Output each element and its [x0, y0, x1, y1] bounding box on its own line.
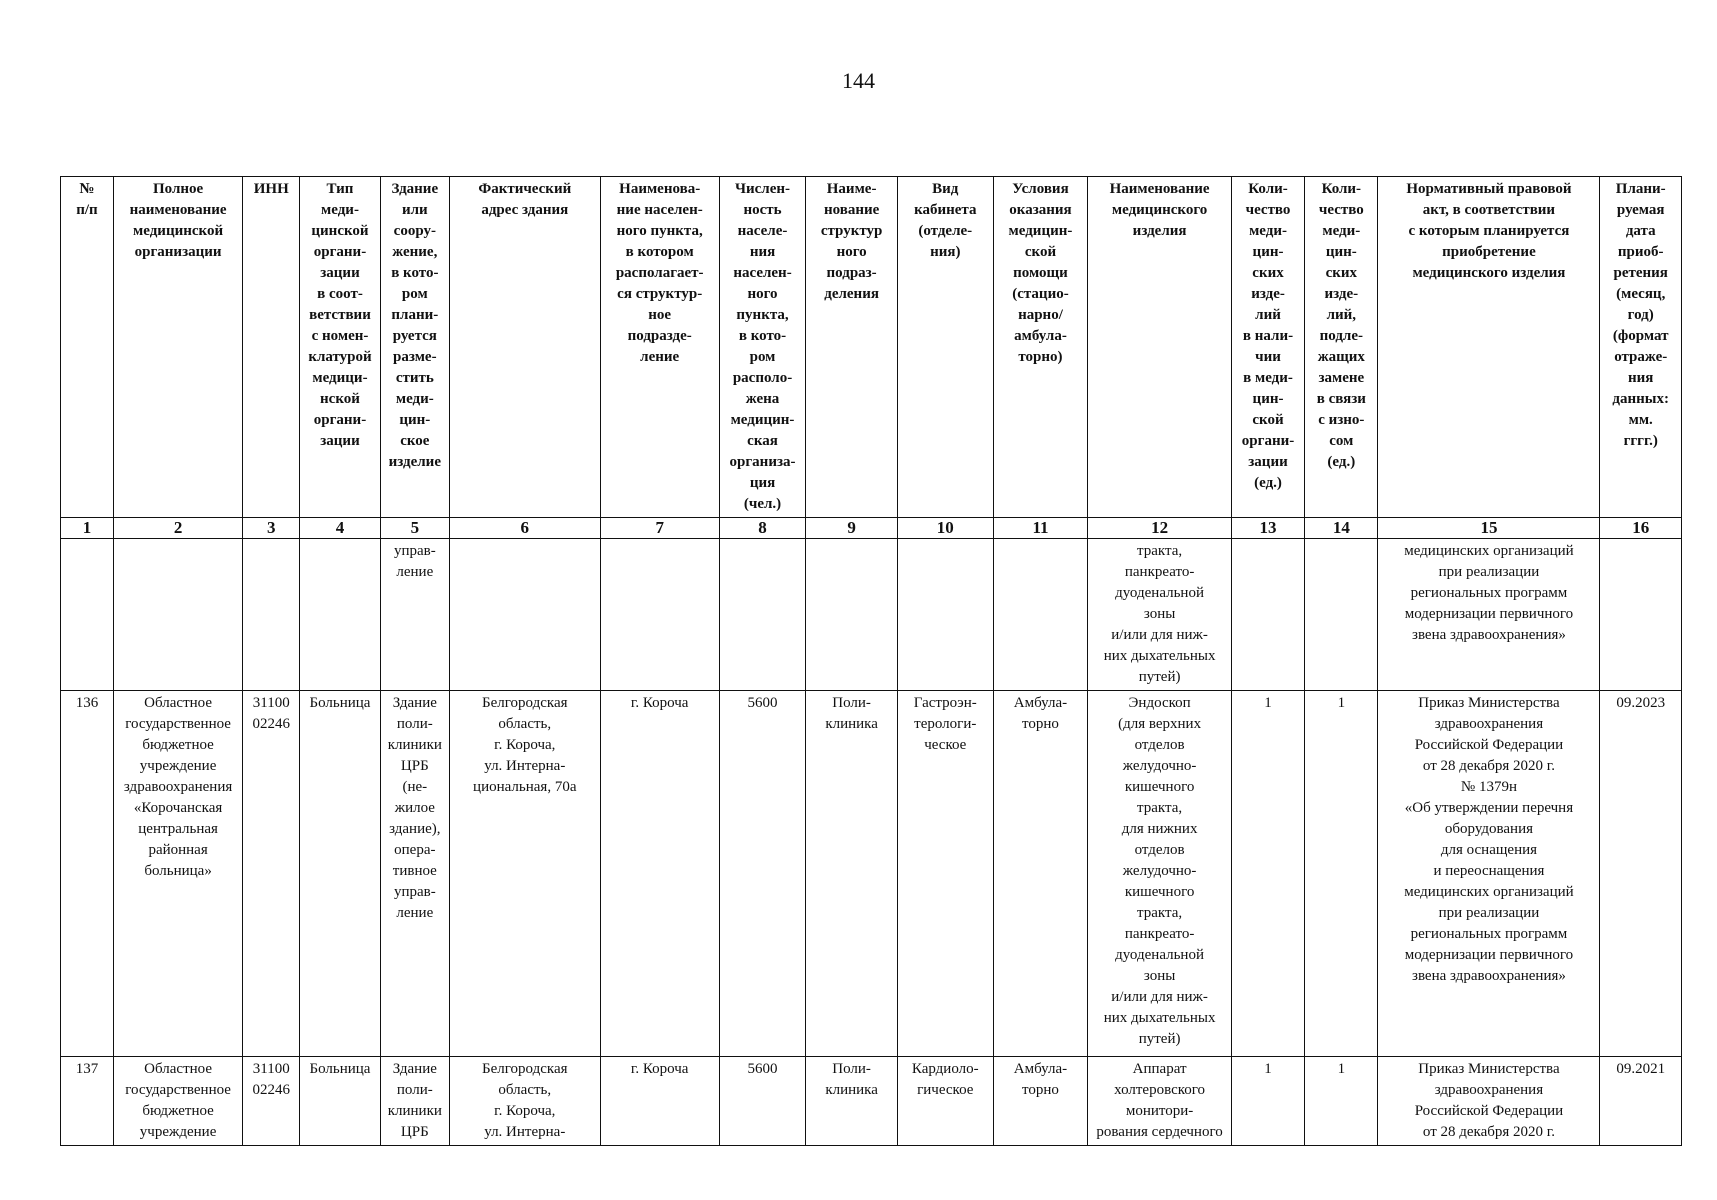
cell-cabinet-type: Гастроэн- терологи- ческое [897, 691, 993, 1057]
col-header-building: Здание или соору- жение, в кото- ром плани- руется разме- стить меди- цин- ское изделие [380, 177, 449, 518]
cell-address [449, 539, 600, 691]
table-row [61, 1057, 1682, 1146]
column-number: 2 [113, 518, 242, 539]
column-number: 1 [61, 518, 114, 539]
cell-cabinet-type: Кардиоло- гическое [897, 1057, 993, 1146]
page-number: 144 [842, 68, 875, 93]
cell-inn [243, 539, 300, 691]
cell-care-conditions: Амбула- торно [993, 1057, 1088, 1146]
cell-device-name: Аппарат холтеровского монитори- рования сердечного [1088, 1057, 1232, 1146]
cell-legal-act: медицинских организаций при реализации региональных программ модернизации первичного звена здравоохранения» [1378, 539, 1600, 691]
cell-number: 136 [61, 691, 114, 1057]
cell-qty-replace: 1 [1305, 691, 1378, 1057]
column-number: 9 [806, 518, 898, 539]
col-header-purchase-date: Плани- руемая дата приоб- ретения (месяц, год) (формат отраже- ния данных: мм. гггг.) [1600, 177, 1682, 518]
equipment-table [60, 176, 1682, 1146]
cell-locality [600, 539, 719, 691]
col-header-legal-act: Нормативный правовой акт, в соответствии с которым планируется приобретение медицинского изделия [1378, 177, 1600, 518]
cell-locality: г. Короча [600, 1057, 719, 1146]
column-number: 10 [897, 518, 993, 539]
col-header-subdivision: Наиме- нование структур ного подраз- деления [806, 177, 898, 518]
cell-qty-available [1231, 539, 1304, 691]
cell-device-name: тракта, панкреато- дуоденальной зоны и/или для ниж- них дыхательных путей) [1088, 539, 1232, 691]
column-number: 13 [1231, 518, 1304, 539]
table-row [61, 691, 1682, 1057]
cell-purchase-date [1600, 539, 1682, 691]
cell-care-conditions: Амбула- торно [993, 691, 1088, 1057]
column-number: 3 [243, 518, 300, 539]
cell-number [61, 539, 114, 691]
cell-population [719, 539, 806, 691]
cell-device-name: Эндоскоп (для верхних отделов желудочно- кишечного тракта, для нижних отделов желудочно- кишечного тракта, панкреато- дуоденальной зоны и/или для ниж- них дыхательных путей) [1088, 691, 1232, 1057]
col-header-care-conditions: Условия оказания медицин- ской помощи (стацио- нарно/ амбула- торно) [993, 177, 1088, 518]
cell-inn: 31100 02246 [243, 1057, 300, 1146]
col-header-cabinet-type: Вид кабинета (отделе- ния) [897, 177, 993, 518]
column-number: 6 [449, 518, 600, 539]
cell-address: Белгородская область, г. Короча, ул. Интерна- циональная, 70а [449, 691, 600, 1057]
col-header-number: № п/п [61, 177, 114, 518]
column-number: 7 [600, 518, 719, 539]
cell-org-name: Областное государственное бюджетное учреждение [113, 1057, 242, 1146]
cell-org-type: Больница [300, 691, 380, 1057]
cell-building: Здание поли- клиники ЦРБ [380, 1057, 449, 1146]
cell-qty-replace: 1 [1305, 1057, 1378, 1146]
cell-building: Здание поли- клиники ЦРБ (не- жилое здание), опера- тивное управ- ление [380, 691, 449, 1057]
cell-care-conditions [993, 539, 1088, 691]
col-header-org-name: Полное наименование медицинской организации [113, 177, 242, 518]
cell-building: управ- ление [380, 539, 449, 691]
col-header-locality: Наименова- ние населен- ного пункта, в котором располагает- ся структур- ное подразде- ление [600, 177, 719, 518]
cell-address: Белгородская область, г. Короча, ул. Интерна- [449, 1057, 600, 1146]
cell-subdivision: Поли- клиника [806, 1057, 898, 1146]
cell-inn: 31100 02246 [243, 691, 300, 1057]
cell-legal-act: Приказ Министерства здравоохранения Российской Федерации от 28 декабря 2020 г. № 1379н «Об утверждении перечня оборудования для оснащения и переоснащения медицинских организаций при реализации региональных программ модернизации первичного звена здравоохранения» [1378, 691, 1600, 1057]
cell-subdivision [806, 539, 898, 691]
column-number: 12 [1088, 518, 1232, 539]
cell-number: 137 [61, 1057, 114, 1146]
cell-subdivision: Поли- клиника [806, 691, 898, 1057]
cell-org-name [113, 539, 242, 691]
column-number: 15 [1378, 518, 1600, 539]
table-header-row [61, 177, 1682, 518]
cell-purchase-date: 09.2021 [1600, 1057, 1682, 1146]
table-row-continuation [61, 539, 1682, 691]
col-header-inn: ИНН [243, 177, 300, 518]
cell-population: 5600 [719, 691, 806, 1057]
col-header-device-name: Наименование медицинского изделия [1088, 177, 1232, 518]
column-number: 16 [1600, 518, 1682, 539]
column-number: 8 [719, 518, 806, 539]
col-header-qty-available: Коли- чество меди- цин- ских изде- лий в нали- чии в меди- цин- ской органи- зации (ед.) [1231, 177, 1304, 518]
cell-org-type [300, 539, 380, 691]
col-header-population: Числен- ность населе- ния населен- ного пункта, в кото- ром располо- жена медицин- ская организа- ция (чел.) [719, 177, 806, 518]
col-header-address: Фактический адрес здания [449, 177, 600, 518]
cell-cabinet-type [897, 539, 993, 691]
cell-legal-act: Приказ Министерства здравоохранения Российской Федерации от 28 декабря 2020 г. [1378, 1057, 1600, 1146]
cell-qty-replace [1305, 539, 1378, 691]
column-number: 4 [300, 518, 380, 539]
cell-qty-available: 1 [1231, 1057, 1304, 1146]
column-number: 11 [993, 518, 1088, 539]
cell-org-name: Областное государственное бюджетное учреждение здравоохранения «Корочанская центральная районная больница» [113, 691, 242, 1057]
col-header-qty-replace: Коли- чество меди- цин- ских изде- лий, подле- жащих замене в связи с изно- сом (ед.) [1305, 177, 1378, 518]
cell-locality: г. Короча [600, 691, 719, 1057]
cell-qty-available: 1 [1231, 691, 1304, 1057]
column-number-row [61, 518, 1682, 539]
column-number: 5 [380, 518, 449, 539]
cell-population: 5600 [719, 1057, 806, 1146]
column-number: 14 [1305, 518, 1378, 539]
cell-org-type: Больница [300, 1057, 380, 1146]
col-header-org-type: Тип меди- цинской органи- зации в соот- ветствии с номен- клатурой медици- нской органи- зации [300, 177, 380, 518]
cell-purchase-date: 09.2023 [1600, 691, 1682, 1057]
